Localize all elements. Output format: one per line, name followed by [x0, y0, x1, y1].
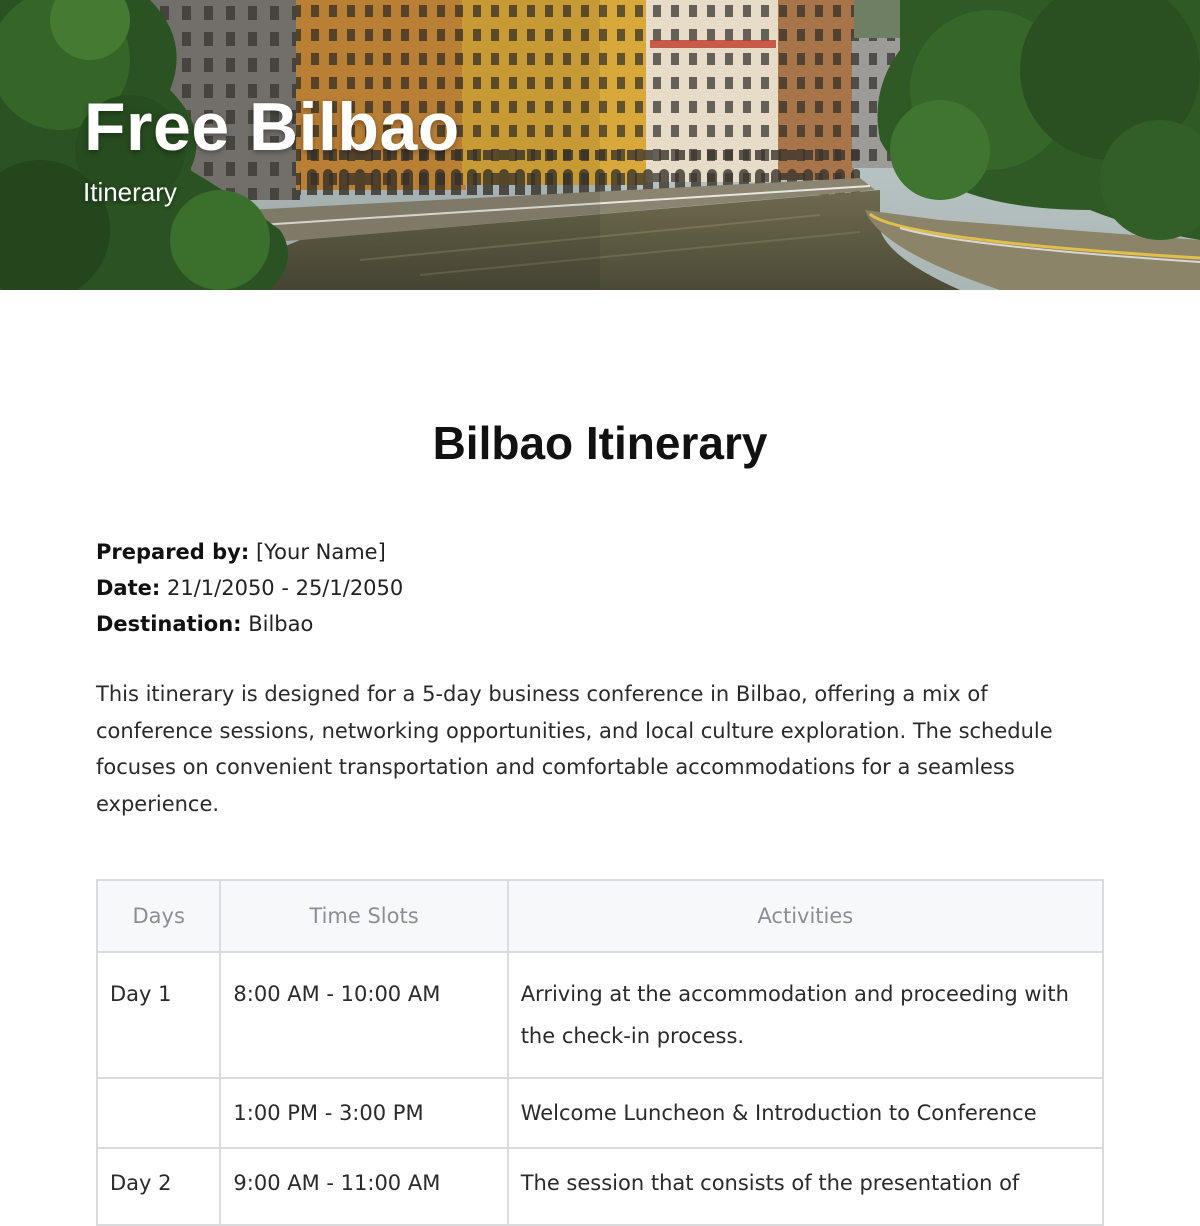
- itinerary-table: [96, 879, 1104, 1226]
- cell-activity: Arriving at the accommodation and proceeding with the check-in process.: [508, 952, 1103, 1078]
- document-title: Bilbao Itinerary: [432, 417, 768, 469]
- meta-label: Destination:: [96, 612, 242, 636]
- meta-value: [Your Name]: [255, 540, 386, 564]
- header-days: Days: [97, 880, 220, 952]
- destination-row: [96, 606, 403, 642]
- hero-title: Free Bilbao: [84, 89, 460, 165]
- cell-day: Day 2: [97, 1148, 220, 1225]
- prepared-by-row: [96, 534, 403, 570]
- hero-banner: [0, 0, 1200, 290]
- intro-paragraph: This itinerary is designed for a 5-day business conference in Bilbao, offering a mix of conference sessions, networking opportunities, and local culture exploration. The schedule focuses on convenient transportation and comfortable accommodations for a seamless experience.: [96, 682, 1053, 816]
- meta-label: Prepared by:: [96, 540, 250, 564]
- cell-time: 1:00 PM - 3:00 PM: [220, 1078, 507, 1148]
- cell-day: [97, 1078, 220, 1148]
- cell-day: Day 1: [97, 952, 220, 1078]
- document-meta: [96, 534, 403, 642]
- meta-label: Date:: [96, 576, 161, 600]
- cell-time: 8:00 AM - 10:00 AM: [220, 952, 507, 1078]
- itinerary-table-wrapper: [96, 879, 1104, 1226]
- header-activities: Activities: [508, 880, 1103, 952]
- date-row: [96, 570, 403, 606]
- cell-activity: The session that consists of the presentation of: [508, 1148, 1103, 1225]
- meta-value: Bilbao: [248, 612, 314, 636]
- cell-activity: Welcome Luncheon & Introduction to Conference: [508, 1078, 1103, 1148]
- table-row: [97, 1078, 1103, 1148]
- header-time-slots: Time Slots: [220, 880, 507, 952]
- table-row: [97, 1148, 1103, 1225]
- cell-time: 9:00 AM - 11:00 AM: [220, 1148, 507, 1225]
- meta-value: 21/1/2050 - 25/1/2050: [166, 576, 404, 600]
- table-header-row: [97, 880, 1103, 952]
- table-row: [97, 952, 1103, 1078]
- hero-subtitle: Itinerary: [83, 177, 177, 207]
